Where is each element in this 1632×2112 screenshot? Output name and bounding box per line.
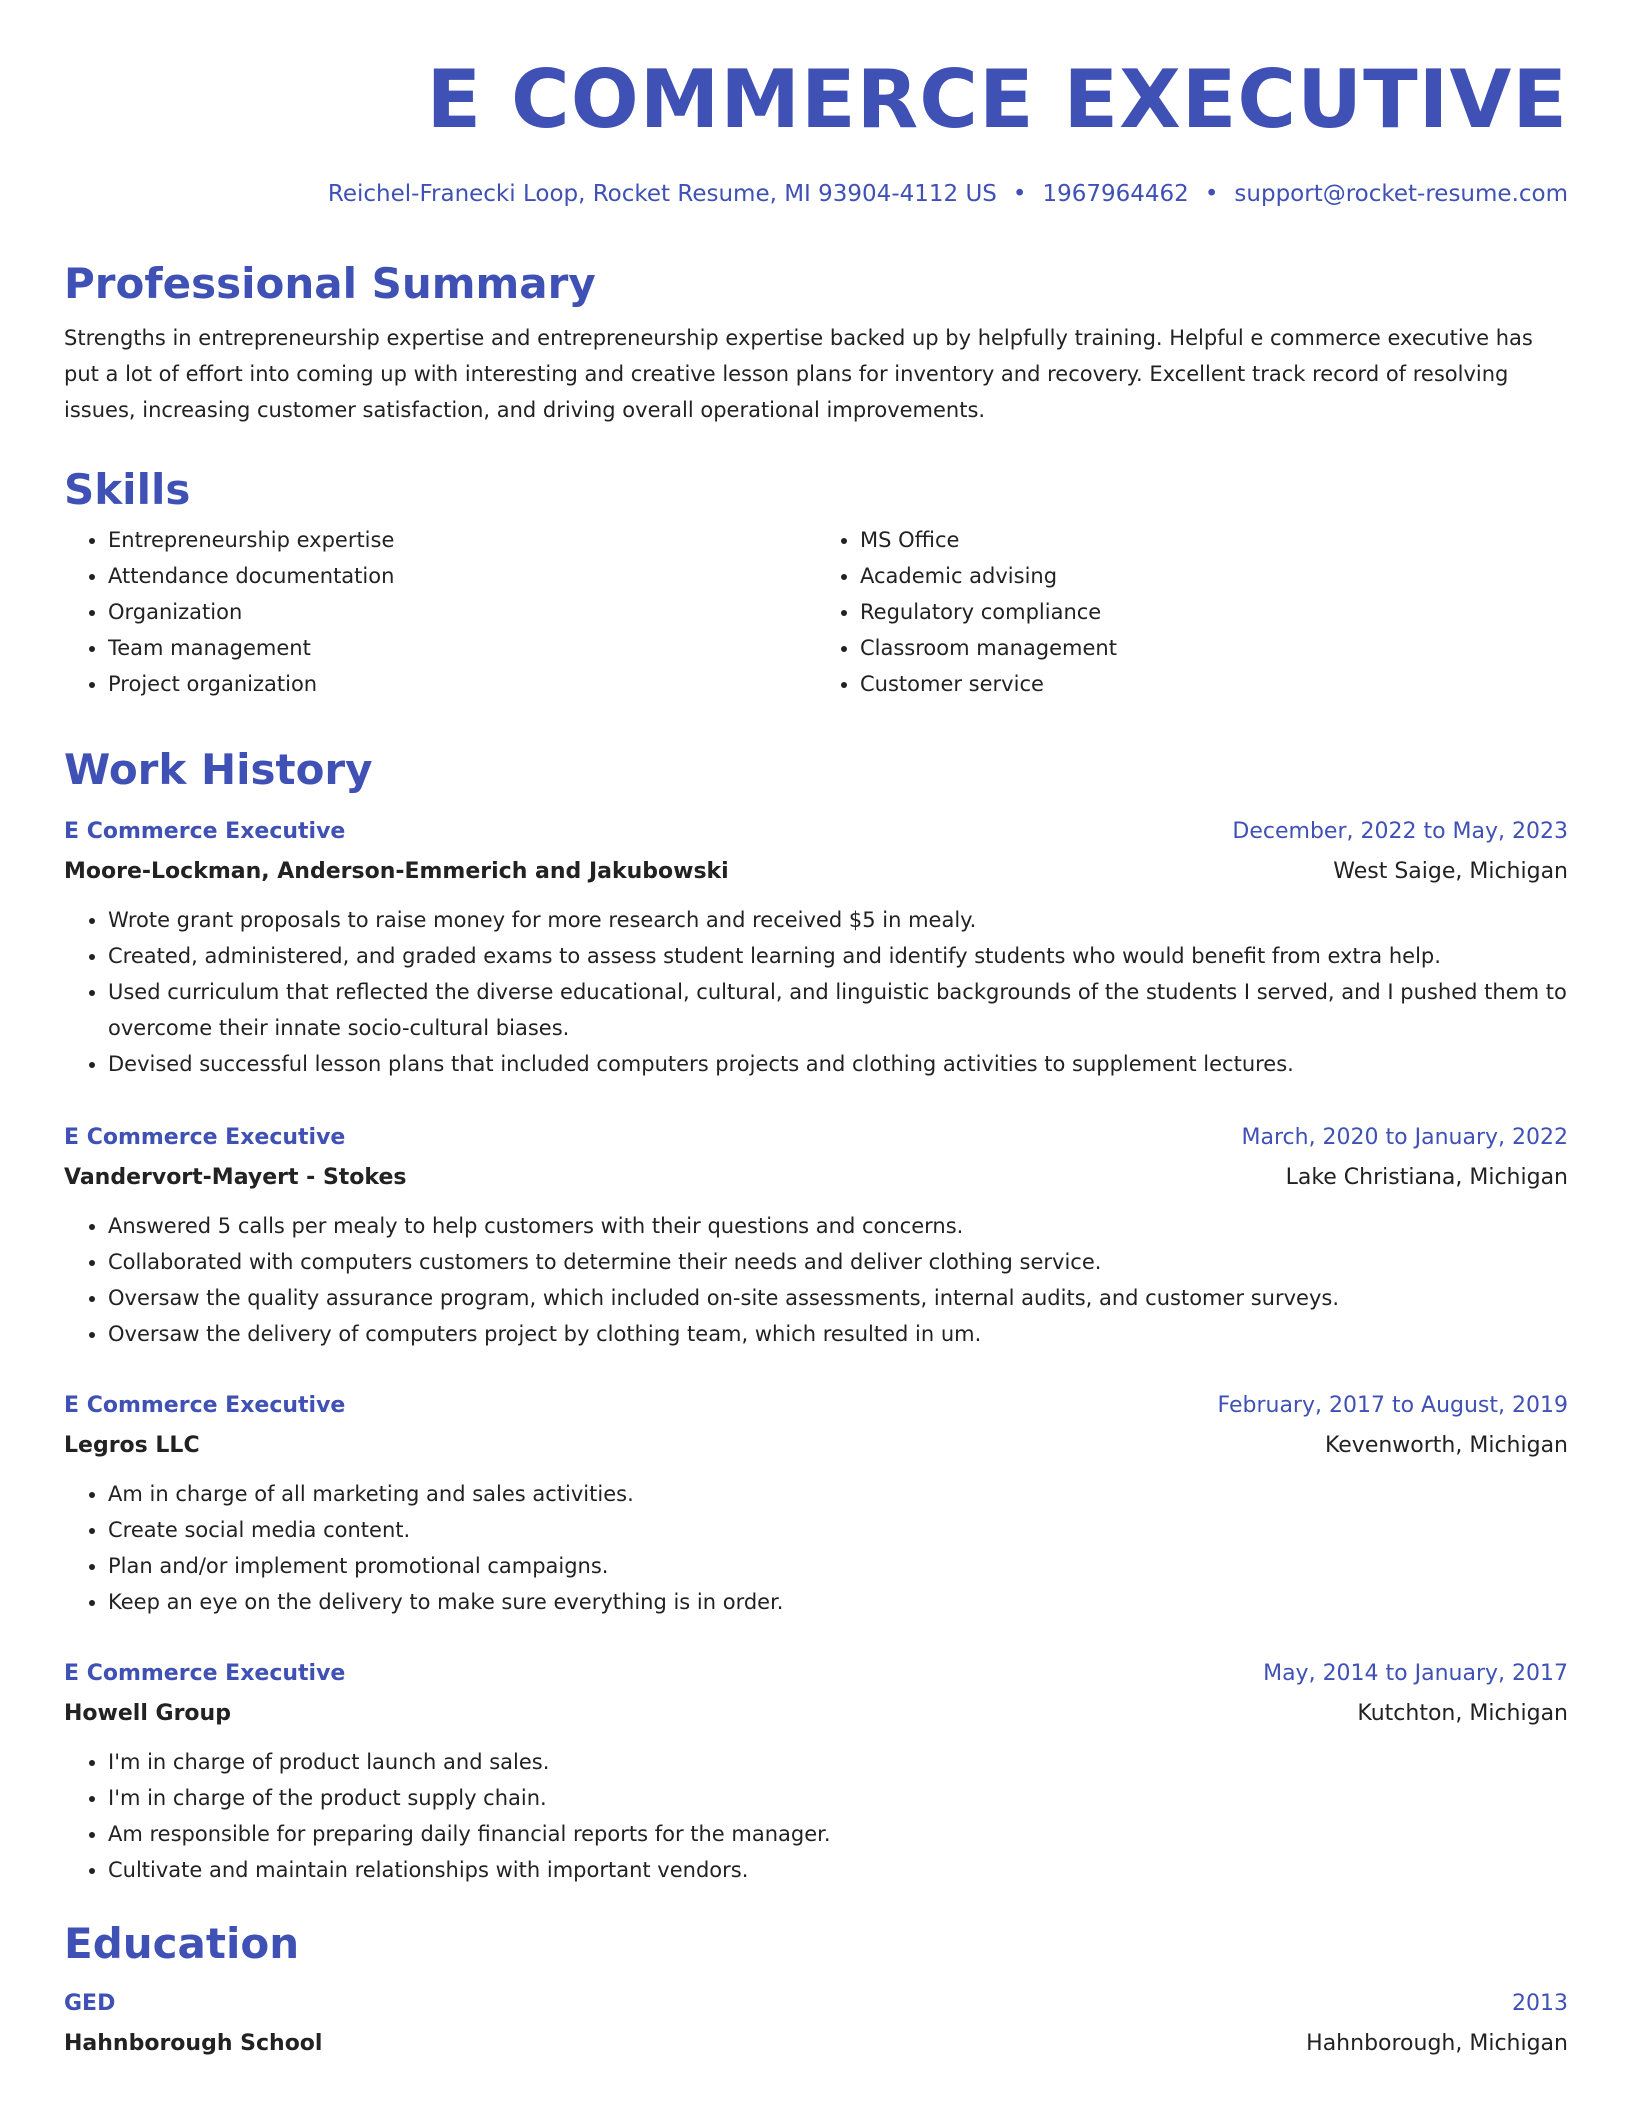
job-bullet: • Devised successful lesson plans that included computers projects and clothing activities to supplement lectures. [108, 1046, 1568, 1082]
job-bullet: • Oversaw the quality assurance program, which included on-site assessments, internal audits, and customer surveys. [108, 1280, 1568, 1316]
job-entry [64, 1654, 1568, 1888]
skill-item: • Attendance documentation [108, 558, 816, 594]
job-title: E Commerce Executive [64, 1661, 346, 1686]
work-history-section [64, 744, 1568, 796]
job-bullet: • Created, administered, and graded exams to assess student learning and identify students who would benefit from extra help. [108, 938, 1568, 974]
education-section [64, 1918, 1568, 2064]
contact-phone: 1967964462 [1042, 181, 1189, 207]
job-title: E Commerce Executive [64, 1393, 346, 1418]
skills-title: Skills [64, 465, 191, 514]
skill-item: • Regulatory compliance [860, 594, 1568, 630]
job-location: Kutchton, Michigan [1357, 1701, 1568, 1726]
job-dates: February, 2017 to August, 2019 [1217, 1393, 1568, 1418]
contact-email[interactable]: support@rocket-resume.com [1234, 181, 1568, 207]
job-dates: December, 2022 to May, 2023 [1232, 819, 1568, 844]
job-location: West Saige, Michigan [1333, 859, 1568, 884]
job-bullet: • Am in charge of all marketing and sales activities. [108, 1476, 1568, 1512]
skill-item: • Organization [108, 594, 816, 630]
education-year: 2013 [1512, 1991, 1568, 2016]
job-bullet: • I'm in charge of the product supply chain. [108, 1780, 1568, 1816]
contact-separator: • [1204, 181, 1219, 207]
job-bullet: • Wrote grant proposals to raise money for more research and received $5 in mealy. [108, 902, 1568, 938]
job-bullet: • Am responsible for preparing daily financial reports for the manager. [108, 1816, 1568, 1852]
education-degree: GED [64, 1991, 116, 2016]
summary-text: Strengths in entrepreneurship expertise and entrepreneurship expertise backed up by helpfully training. Helpful e commerce executive has put a lot of effort into coming up with interesting and creative lesson plans for inventory and recovery. Excellent track record of resolving issues, increasing customer satisfaction, and driving overall operational improvements. [64, 326, 1533, 422]
job-dates: March, 2020 to January, 2022 [1241, 1125, 1568, 1150]
job-entry [64, 1118, 1568, 1352]
job-bullet: • Keep an eye on the delivery to make sure everything is in order. [108, 1584, 1568, 1620]
education-school-row [64, 2024, 1568, 2064]
job-company-row [64, 852, 1568, 892]
skill-item: • Entrepreneurship expertise [108, 522, 816, 558]
contact-line [64, 178, 1568, 210]
job-entry [64, 812, 1568, 1082]
education-school: Hahnborough School [64, 2031, 323, 2056]
job-company-row [64, 1694, 1568, 1734]
job-bullet: • Collaborated with computers customers to determine their needs and deliver clothing service. [108, 1244, 1568, 1280]
skill-item: • MS Office [860, 522, 1568, 558]
education-header-row [64, 1984, 1568, 2024]
job-company: Vandervort-Mayert - Stokes [64, 1165, 407, 1190]
job-bullets [64, 1476, 1568, 1620]
skill-item: • Team management [108, 630, 816, 666]
education-title: Education [64, 1919, 300, 1968]
skill-item: • Project organization [108, 666, 816, 702]
job-bullets [64, 1744, 1568, 1888]
skills-left-list [64, 522, 816, 702]
resume-header [64, 52, 1568, 148]
job-bullet: • Plan and/or implement promotional campaigns. [108, 1548, 1568, 1584]
job-dates: May, 2014 to January, 2017 [1263, 1661, 1568, 1686]
job-bullet: • I'm in charge of product launch and sales. [108, 1744, 1568, 1780]
job-bullet: • Create social media content. [108, 1512, 1568, 1548]
skills-right-list [816, 522, 1568, 702]
skills-section [64, 464, 1568, 702]
job-bullet: • Cultivate and maintain relationships with important vendors. [108, 1852, 1568, 1888]
job-title: E Commerce Executive [64, 1125, 346, 1150]
job-company: Moore-Lockman, Anderson-Emmerich and Jakubowski [64, 859, 729, 884]
job-company: Legros LLC [64, 1433, 200, 1458]
job-bullets [64, 1208, 1568, 1352]
job-location: Lake Christiana, Michigan [1285, 1165, 1568, 1190]
job-header-row [64, 812, 1568, 852]
job-company: Howell Group [64, 1701, 231, 1726]
skill-item: • Academic advising [860, 558, 1568, 594]
education-location: Hahnborough, Michigan [1306, 2031, 1568, 2056]
job-header-row [64, 1386, 1568, 1426]
job-company-row [64, 1426, 1568, 1466]
skill-item: • Classroom management [860, 630, 1568, 666]
contact-address: Reichel-Franecki Loop, Rocket Resume, MI 93904-4112 US [327, 181, 997, 207]
resume-name: E COMMERCE EXECUTIVE [426, 53, 1568, 146]
work-history-title: Work History [64, 745, 373, 794]
job-title: E Commerce Executive [64, 819, 346, 844]
job-bullet: • Answered 5 calls per mealy to help customers with their questions and concerns. [108, 1208, 1568, 1244]
contact-separator: • [1012, 181, 1027, 207]
summary-section [64, 258, 1568, 428]
job-company-row [64, 1158, 1568, 1198]
job-bullets [64, 902, 1568, 1082]
skill-item: • Customer service [860, 666, 1568, 702]
job-header-row [64, 1118, 1568, 1158]
summary-title: Professional Summary [64, 259, 596, 308]
job-entry [64, 1386, 1568, 1620]
job-bullet: • Oversaw the delivery of computers project by clothing team, which resulted in um. [108, 1316, 1568, 1352]
skills-columns [64, 522, 1568, 702]
job-header-row [64, 1654, 1568, 1694]
job-location: Kevenworth, Michigan [1324, 1433, 1568, 1458]
job-bullet: • Used curriculum that reflected the diverse educational, cultural, and linguistic backgrounds of the students I served, and I pushed them to overcome their innate socio-cultural biases. [108, 974, 1568, 1046]
